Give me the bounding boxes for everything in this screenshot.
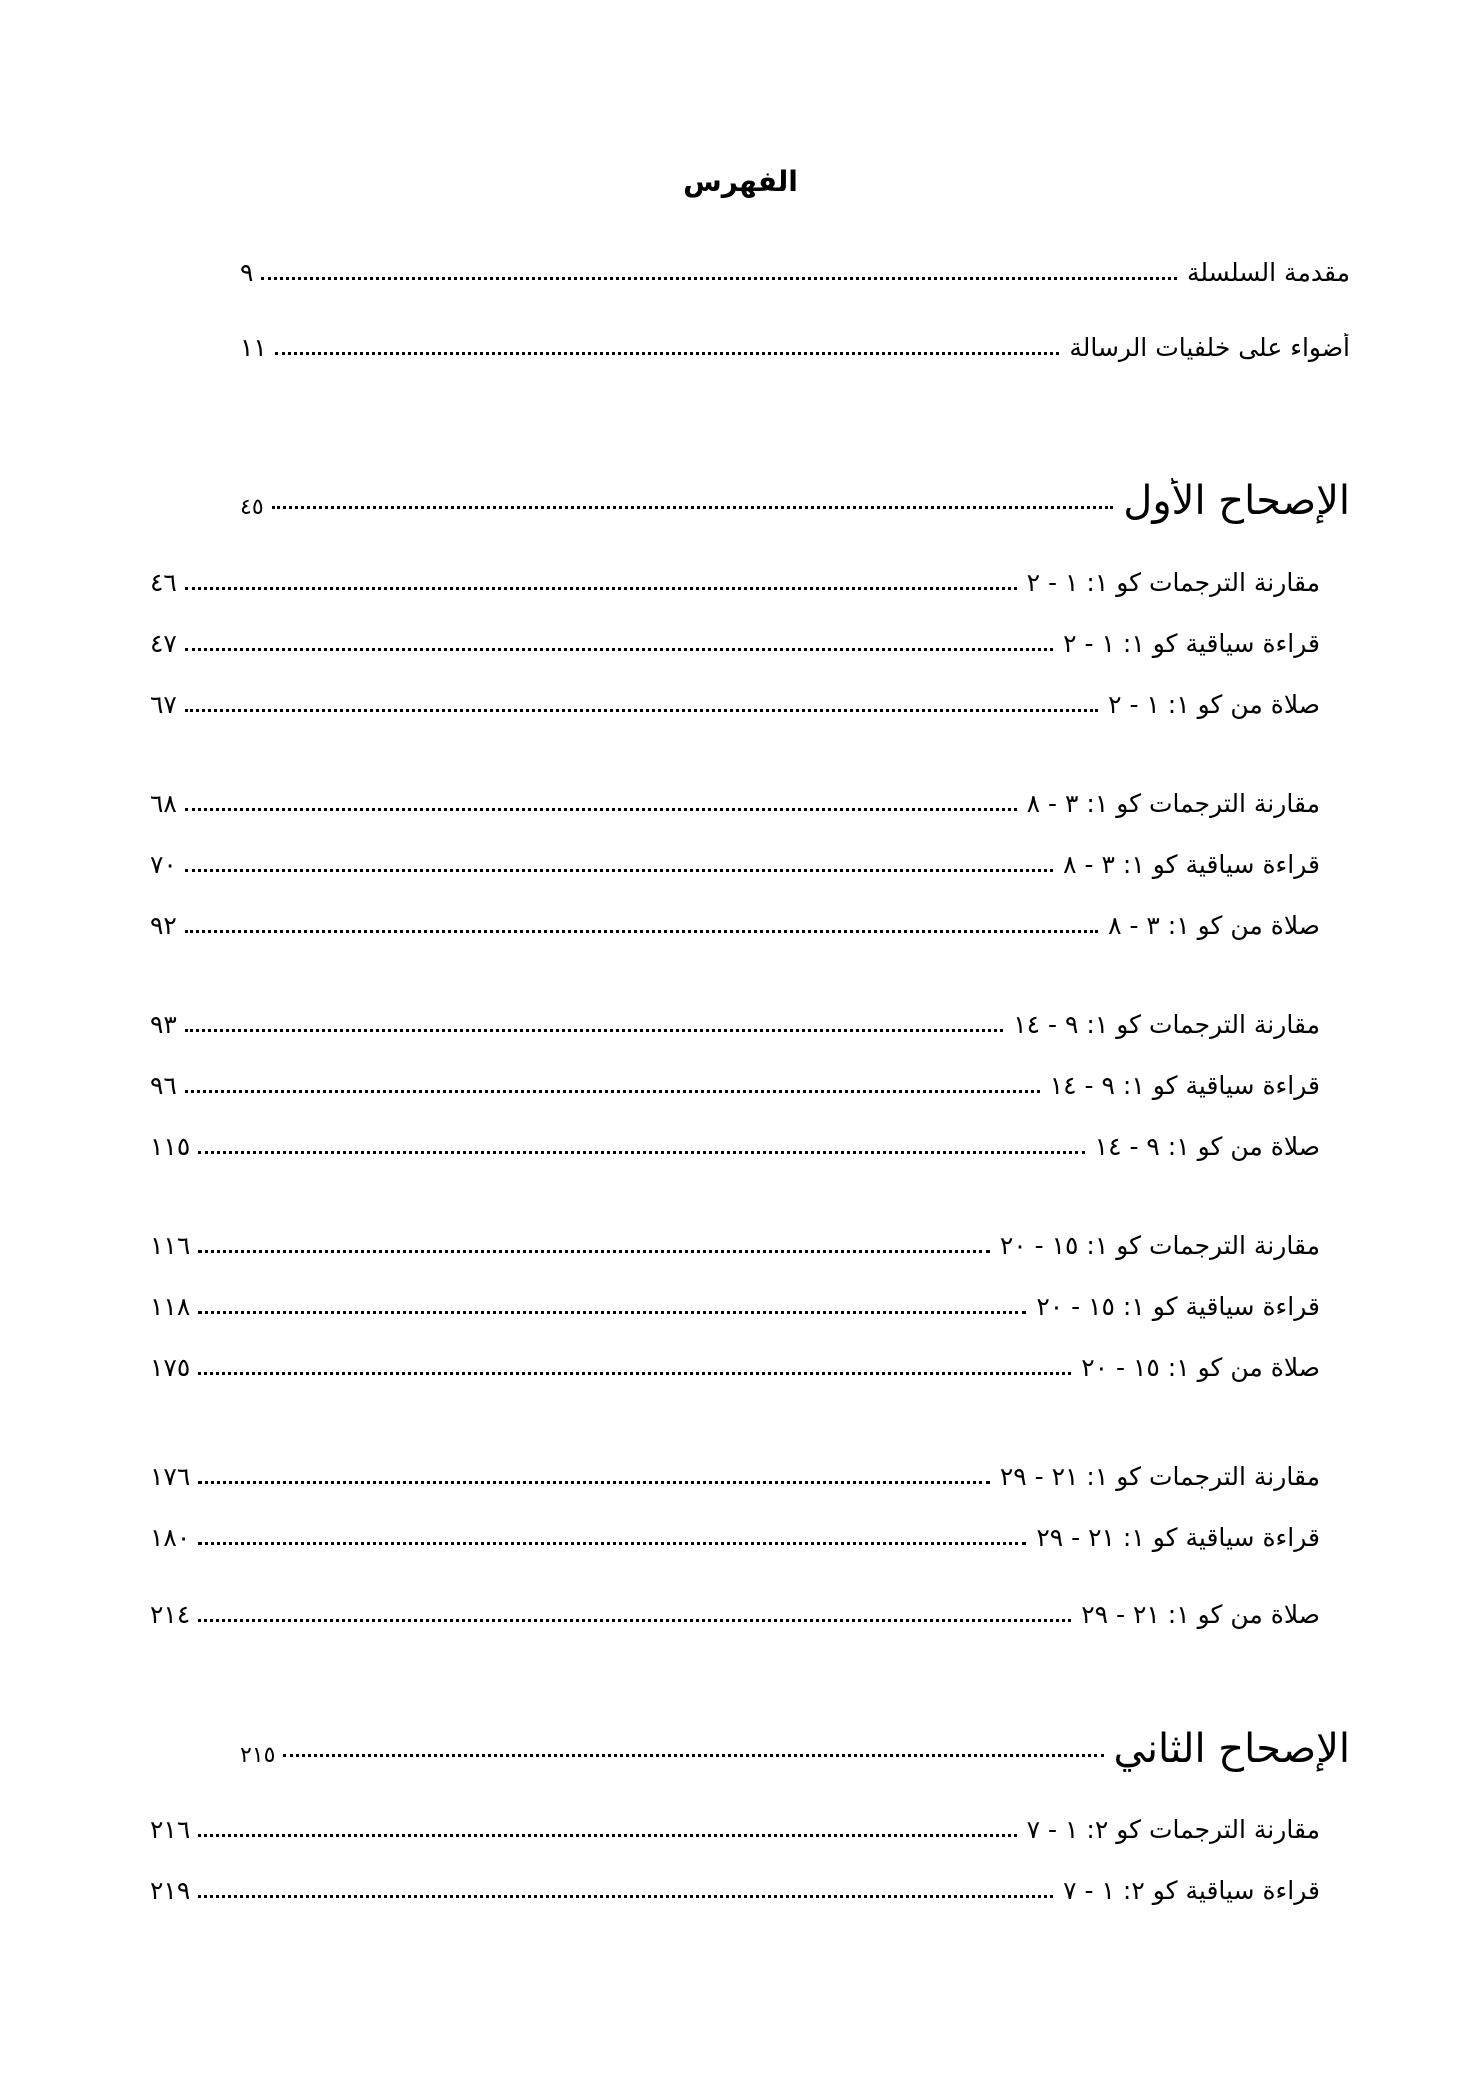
toc-section[interactable]	[150, 690, 1320, 719]
entry-label: مقارنة الترجمات كو ١: ١ - ٢	[1026, 568, 1320, 597]
entry-label: صلاة من كو ١: ٢١ - ٢٩	[1081, 1600, 1320, 1629]
dot-leader	[283, 1754, 1103, 1757]
dot-leader	[261, 277, 1177, 280]
entry-page-number: ٩	[240, 258, 254, 287]
entry-label: أضواء على خلفيات الرسالة	[1069, 333, 1350, 362]
toc-section[interactable]	[150, 1010, 1320, 1039]
dot-leader	[198, 1481, 990, 1484]
dot-leader	[275, 352, 1059, 355]
chapter-page-number: ٢١٥	[240, 1743, 276, 1768]
dot-leader	[198, 1250, 990, 1253]
entry-label: مقارنة الترجمات كو ١: ١٥ - ٢٠	[999, 1231, 1320, 1260]
entry-label: مقارنة الترجمات كو ١: ٢١ - ٢٩	[999, 1462, 1320, 1491]
toc-chapter-2[interactable]	[240, 1726, 1350, 1772]
entry-page-number: ٤٦	[150, 568, 177, 597]
toc-section[interactable]	[150, 1353, 1320, 1382]
page-title: الفهرس	[683, 165, 798, 198]
dot-leader	[198, 1311, 1026, 1314]
toc-chapter-1[interactable]	[240, 478, 1350, 524]
chapter-label: الإصحاح الثاني	[1113, 1726, 1350, 1772]
entry-label: مقدمة السلسلة	[1186, 258, 1350, 287]
toc-section[interactable]	[150, 568, 1320, 597]
toc-section[interactable]	[150, 629, 1320, 658]
chapter-page-number: ٤٥	[240, 495, 264, 520]
dot-leader	[185, 1090, 1040, 1093]
dot-leader	[198, 1542, 1026, 1545]
dot-leader	[185, 1029, 1003, 1032]
dot-leader	[185, 808, 1017, 811]
entry-page-number: ٧٠	[150, 850, 177, 879]
entry-label: قراءة سياقية كو ١: ٩ - ١٤	[1049, 1071, 1320, 1100]
dot-leader	[198, 1151, 1084, 1154]
entry-page-number: ٦٧	[150, 690, 177, 719]
entry-label: قراءة سياقية كو ١: ٣ - ٨	[1063, 850, 1320, 879]
entry-page-number: ١١	[240, 333, 267, 362]
dot-leader	[272, 506, 1114, 509]
toc-section[interactable]	[150, 789, 1320, 818]
entry-label: مقارنة الترجمات كو ١: ٣ - ٨	[1026, 789, 1320, 818]
toc-section[interactable]	[150, 1876, 1320, 1905]
entry-label: مقارنة الترجمات كو ١: ٩ - ١٤	[1013, 1010, 1320, 1039]
entry-label: صلاة من كو ١: ١٥ - ٢٠	[1081, 1353, 1320, 1382]
toc-section[interactable]	[150, 1292, 1320, 1321]
toc-section[interactable]	[150, 1815, 1320, 1844]
entry-page-number: ١١٦	[150, 1231, 191, 1260]
entry-page-number: ١٨٠	[150, 1523, 191, 1552]
dot-leader	[185, 587, 1017, 590]
dot-leader	[198, 1372, 1071, 1375]
chapter-label: الإصحاح الأول	[1123, 478, 1350, 524]
entry-page-number: ٢١٩	[150, 1876, 191, 1905]
dot-leader	[185, 930, 1098, 933]
entry-page-number: ١١٨	[150, 1292, 191, 1321]
dot-leader	[198, 1619, 1071, 1622]
entry-page-number: ٩٢	[150, 911, 177, 940]
entry-label: قراءة سياقية كو ١: ١٥ - ٢٠	[1036, 1292, 1320, 1321]
toc-section[interactable]	[150, 1231, 1320, 1260]
entry-page-number: ٢١٦	[150, 1815, 191, 1844]
toc-section[interactable]	[150, 911, 1320, 940]
entry-label: قراءة سياقية كو ١: ٢١ - ٢٩	[1036, 1523, 1320, 1552]
entry-page-number: ٩٦	[150, 1071, 177, 1100]
entry-label: قراءة سياقية كو ٢: ١ - ٧	[1063, 1876, 1320, 1905]
dot-leader	[185, 869, 1053, 872]
toc-section[interactable]	[150, 1462, 1320, 1491]
toc-entry-letter-background[interactable]	[240, 333, 1350, 362]
entry-label: صلاة من كو ١: ٣ - ٨	[1108, 911, 1320, 940]
dot-leader	[198, 1834, 1016, 1837]
toc-entry-series-intro[interactable]	[240, 258, 1350, 287]
toc-section[interactable]	[150, 850, 1320, 879]
entry-label: مقارنة الترجمات كو ٢: ١ - ٧	[1026, 1815, 1320, 1844]
entry-label: قراءة سياقية كو ١: ١ - ٢	[1063, 629, 1320, 658]
entry-page-number: ١٧٥	[150, 1353, 191, 1382]
entry-page-number: ٢١٤	[150, 1600, 191, 1629]
toc-section[interactable]	[150, 1071, 1320, 1100]
entry-page-number: ٩٣	[150, 1010, 177, 1039]
toc-section[interactable]	[150, 1600, 1320, 1629]
dot-leader	[198, 1895, 1053, 1898]
toc-section[interactable]	[150, 1523, 1320, 1552]
dot-leader	[185, 648, 1053, 651]
entry-page-number: ٦٨	[150, 789, 177, 818]
entry-page-number: ٤٧	[150, 629, 177, 658]
entry-label: صلاة من كو ١: ١ - ٢	[1108, 690, 1320, 719]
entry-page-number: ١١٥	[150, 1132, 191, 1161]
entry-label: صلاة من كو ١: ٩ - ١٤	[1094, 1132, 1320, 1161]
entry-page-number: ١٧٦	[150, 1462, 191, 1491]
toc-section[interactable]	[150, 1132, 1320, 1161]
dot-leader	[185, 709, 1098, 712]
